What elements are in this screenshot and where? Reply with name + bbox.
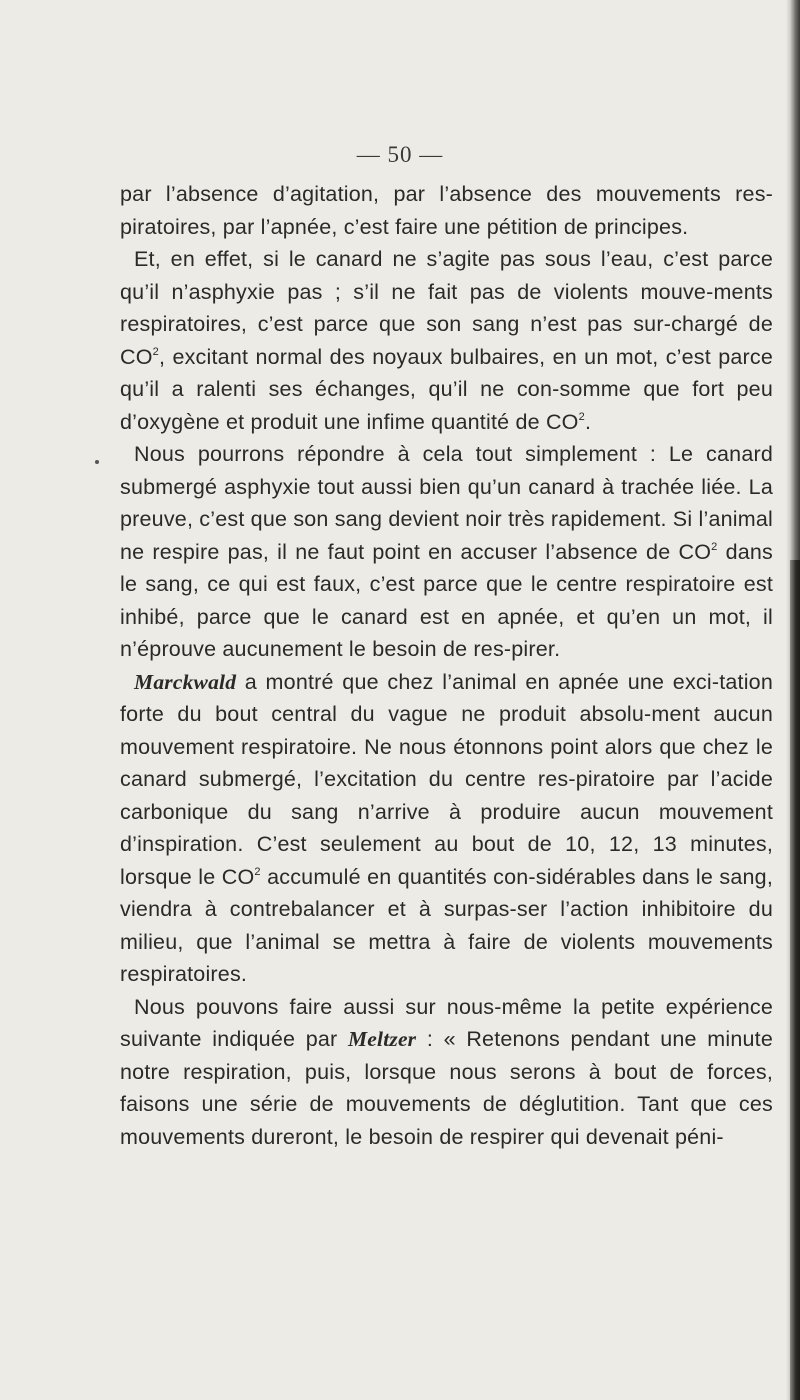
author-name-meltzer: Meltzer xyxy=(347,1027,417,1051)
paragraph-2-text-c: . xyxy=(584,409,592,434)
superscript: 2 xyxy=(711,540,718,553)
paragraph-2-text-a: Et, en effet, si le canard ne s’agite pas sous l’eau, c’est parce qu’il n’asphyxie pas ; s’il ne fait pas de violents mouve-ments respiratoires, c’est parce que son sang n’est pas sur-chargé de CO xyxy=(120,247,773,369)
paragraph-2-text-b: , excitant normal des noyaux bulbaires, en un mot, c’est parce qu’il a ralenti ses échanges, qu’il ne con-somme que fort peu d’oxygène et produit une infime quantité de CO xyxy=(120,344,773,434)
superscript: 2 xyxy=(578,410,585,423)
paragraph-1-text: par l’absence d’agitation, par l’absence des mouvements res-piratoires, par l’apnée, c’est faire une pétition de principes. xyxy=(120,182,773,239)
superscript: 2 xyxy=(152,345,159,358)
superscript: 2 xyxy=(254,865,261,878)
author-name-marckwald: Marckwald xyxy=(134,669,237,694)
paragraph-1 xyxy=(120,178,773,243)
page-edge-dark xyxy=(790,560,800,1400)
paragraph-4-text-b: accumulé en quantités con-sidérables dans le sang, viendra à contrebalancer et à surpas-ser l’action inhibitoire du milieu, que l’animal se mettra à faire de violents mouvements respiratoires. xyxy=(120,864,774,986)
paragraph-4-text-a: a montré que chez l’animal en apnée une exci-tation forte du bout central du vague ne produit absolu-ment aucun mouvement respiratoire. Ne nous étonnons point alors que chez le canard submergé, l’excitation du centre res-piratoire par l’acide carbonique du sang n’arrive à produire aucun mouvement d’inspiration. C’est seulement au bout de 10, 12, 13 minutes, lorsque le CO xyxy=(120,669,773,889)
paragraph-4 xyxy=(120,666,773,991)
paragraph-3-text-b: dans le sang, ce qui est faux, c’est parce que le centre respiratoire est inhibé, parce que le canard est en apnée, et qu’en un mot, il n’éprouve aucunement le besoin de res-pirer. xyxy=(120,539,773,661)
paragraph-5 xyxy=(120,991,773,1154)
body-text xyxy=(120,178,773,1153)
paragraph-3-text-a: Nous pourrons répondre à cela tout simplement : Le canard submergé asphyxie tout aussi bien qu’un canard à trachée liée. La preuve, c’est que son sang devient noir très rapidement. Si l’animal ne respire pas, il ne faut point en accuser l’absence de CO xyxy=(120,442,773,564)
margin-mark xyxy=(95,460,99,464)
paragraph-5-text-a: Nous pouvons faire aussi sur nous-même la petite expérience suivante indiquée par xyxy=(120,994,773,1051)
paragraph-3 xyxy=(120,438,773,666)
page-number: — 50 — xyxy=(356,142,444,167)
paragraph-5-text-b: : « Retenons pendant une minute notre respiration, puis, lorsque nous serons à bout de forces, faisons une série de mouvements de déglutition. Tant que ces mouvements dureront, le besoin de respirer qui devenait péni- xyxy=(120,1027,773,1149)
paragraph-2 xyxy=(120,243,773,438)
